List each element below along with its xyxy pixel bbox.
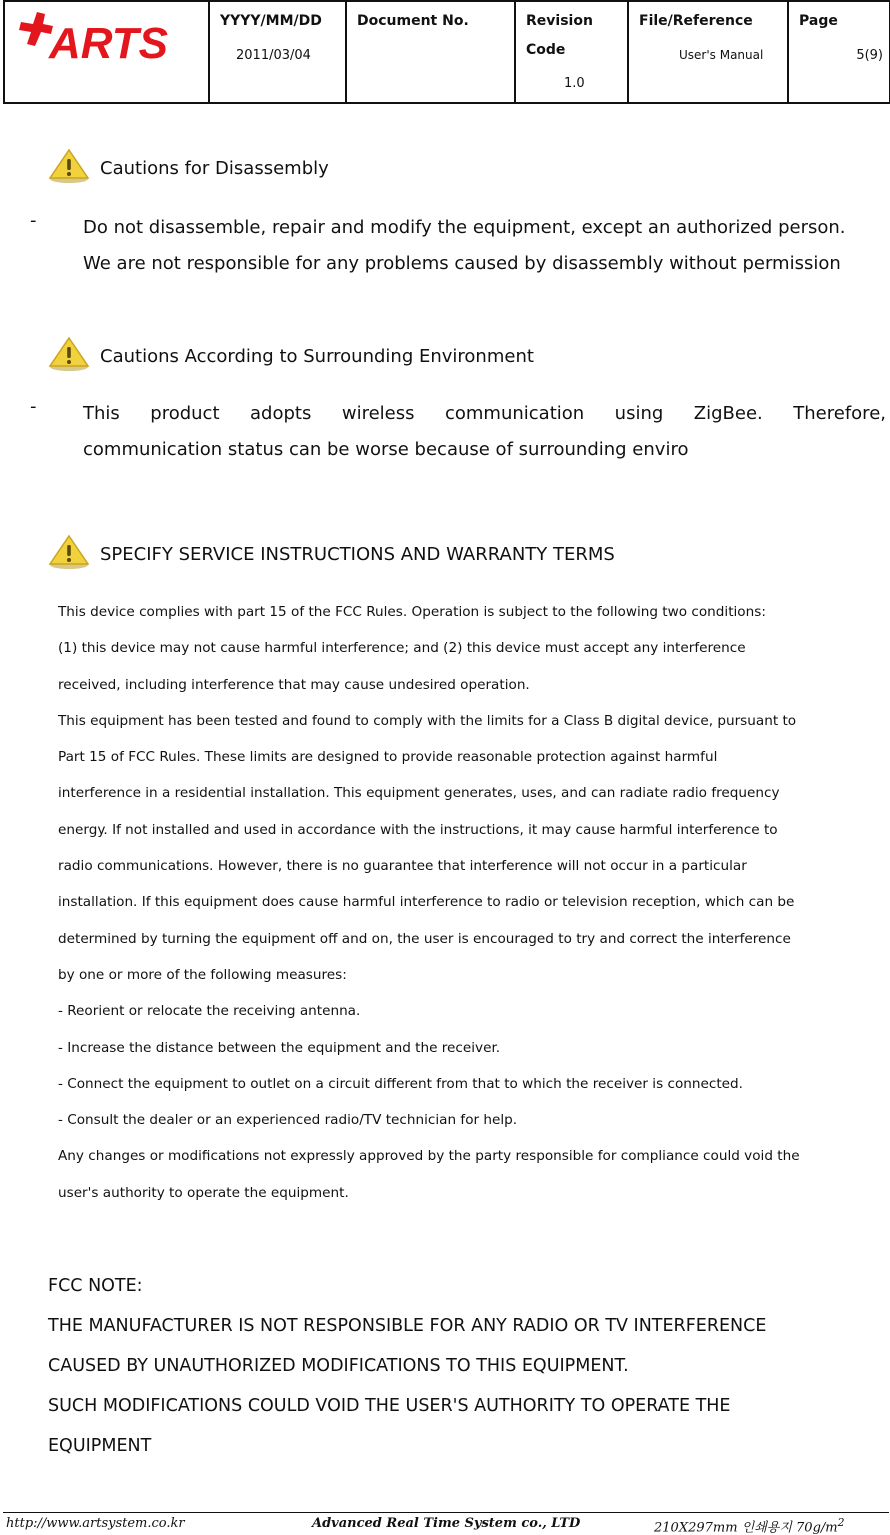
fcc-line: - Increase the distance between the equipment and the receiver. [58, 1039, 501, 1056]
date-cell [209, 1, 346, 103]
revision-label-1: Revision [526, 13, 593, 29]
docno-cell [346, 1, 515, 103]
revision-label-2: Code [526, 42, 566, 58]
fileref-cell [628, 1, 788, 103]
footer-paper-sup: 2 [837, 1516, 845, 1529]
fcc-note-line: SUCH MODIFICATIONS COULD VOID THE USER'S AUTHORITY TO OPERATE THE [48, 1396, 731, 1416]
fcc-note-line: FCC NOTE: [48, 1276, 143, 1296]
disassembly-title: Cautions for Disassembly [100, 158, 329, 179]
footer-paper-text: 210X297mm 인쇄용지 70g/m [654, 1520, 838, 1535]
environment-text [83, 396, 886, 468]
fcc-line: Any changes or modifications not expressly approved by the party responsible for compliance could void the [58, 1148, 800, 1165]
fileref-label: File/Reference [639, 13, 753, 29]
logo-text: ARTS [49, 19, 168, 64]
fcc-line: interference in a residential installation. This equipment generates, uses, and can radiate radio frequency [58, 785, 780, 802]
fcc-note-line: EQUIPMENT [48, 1436, 152, 1456]
footer-divider [3, 1512, 889, 1513]
fileref-value: User's Manual [679, 48, 764, 62]
arts-logo [17, 10, 189, 64]
fcc-line: received, including interference that may cause undesired operation. [58, 676, 530, 693]
fcc-note-line: CAUSED BY UNAUTHORIZED MODIFICATIONS TO THIS EQUIPMENT. [48, 1356, 629, 1376]
fcc-line: by one or more of the following measures: [58, 966, 347, 983]
page-label: Page [799, 13, 838, 29]
revision-cell [515, 1, 628, 103]
environment-line-1: This product adopts wireless communication using ZigBee. Therefore, [83, 403, 886, 424]
page-value: 5(9) [856, 48, 883, 63]
fcc-line: (1) this device may not cause harmful interference; and (2) this device must accept any interference [58, 640, 746, 657]
environment-bullet: - [30, 396, 37, 417]
disassembly-text [83, 210, 886, 282]
logo-cell [4, 1, 209, 103]
fcc-note [48, 1266, 878, 1466]
warranty-title: SPECIFY SERVICE INSTRUCTIONS AND WARRANTY TERMS [100, 544, 615, 565]
environment-title: Cautions According to Surrounding Environment [100, 346, 534, 367]
footer-company: Advanced Real Time System co., LTD [312, 1516, 581, 1531]
disassembly-bullet: - [30, 210, 37, 231]
warning-icon [48, 148, 90, 184]
fcc-line: - Connect the equipment to outlet on a circuit different from that to which the receiver is connected. [58, 1075, 743, 1092]
warning-icon [48, 336, 90, 372]
revision-value: 1.0 [564, 76, 585, 91]
fcc-line: - Reorient or relocate the receiving antenna. [58, 1003, 361, 1020]
fcc-line: This equipment has been tested and found to comply with the limits for a Class B digital device, pursuant to [58, 712, 797, 729]
fcc-statement [58, 594, 888, 1211]
fcc-line: user's authority to operate the equipment. [58, 1184, 349, 1201]
fcc-line: installation. If this equipment does cause harmful interference to radio or television reception, which can be [58, 894, 795, 911]
fcc-line: This device complies with part 15 of the FCC Rules. Operation is subject to the following two conditions: [58, 604, 766, 620]
disassembly-line-2: We are not responsible for any problems caused by disassembly without permission [83, 253, 841, 274]
fcc-line: - Consult the dealer or an experienced radio/TV technician for help. [58, 1112, 518, 1129]
fcc-line: energy. If not installed and used in accordance with the instructions, it may cause harmful interference to [58, 821, 778, 838]
date-label: YYYY/MM/DD [220, 13, 322, 29]
fcc-line: radio communications. However, there is no guarantee that interference will not occur in a particular [58, 858, 747, 875]
document-header [3, 0, 890, 104]
fcc-note-line: THE MANUFACTURER IS NOT RESPONSIBLE FOR ANY RADIO OR TV INTERFERENCE [48, 1316, 767, 1336]
footer-url: http://www.artsystem.co.kr [6, 1516, 185, 1531]
page-cell [788, 1, 890, 103]
fcc-line: Part 15 of FCC Rules. These limits are designed to provide reasonable protection against harmful [58, 749, 718, 766]
fcc-line: determined by turning the equipment off and on, the user is encouraged to try and correct the interference [58, 930, 791, 947]
disassembly-line-1: Do not disassemble, repair and modify the equipment, except an authorized person. [83, 217, 846, 238]
date-value: 2011/03/04 [236, 48, 311, 63]
warning-icon [48, 534, 90, 570]
docno-label: Document No. [357, 13, 469, 29]
footer-paper [654, 1516, 845, 1535]
environment-line-2: communication status can be worse because of surrounding enviro [83, 439, 689, 460]
